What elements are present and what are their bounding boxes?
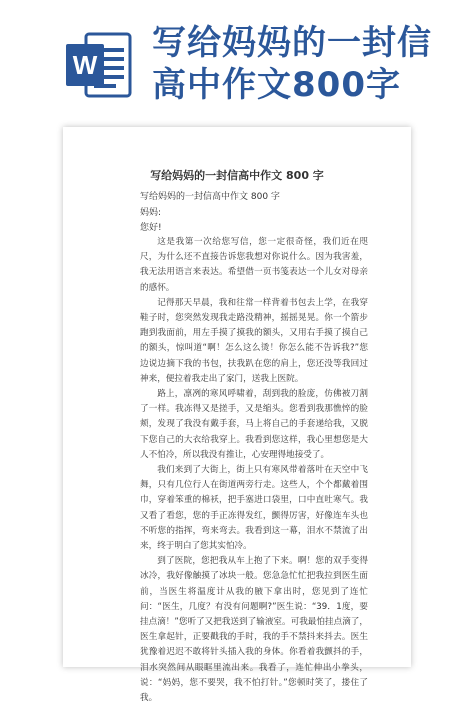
paragraph: 我们来到了大街上，街上只有寒风带着落叶在天空中飞舞，只有几位行人在街道两旁行走。这些人，个个都戴着围巾，穿着笨重的棉袄，把手塞进口袋里，口中直吐寒气。我又看了看您，您的手正冻得发红，颤得厉害，好像连车头也不听您的指挥，弯来弯去。我看到这一幕，泪水不禁流了出来，终于明白了您其实怕冷。 [140, 465, 368, 552]
document-page [63, 127, 411, 704]
word-document-icon [64, 30, 134, 100]
paragraph: 路上，凛冽的寒风呼啸着，刮到我的脸庞，仿佛被刀割了一样。我冻得又是搓手，又是缩头。您看到我那憔悴的脸颊，发现了我没有戴手套，马上将自己的手套递给我，又脱下您自己的大衣给我穿上。我看到您这样，我心里想您是大人不怕冷，所以我没有推让，心安理得地接受了。 [140, 389, 368, 460]
salutation-line: 妈妈: [140, 208, 162, 218]
word-logo-letter: W [72, 50, 98, 80]
document-title: 写给妈妈的一封信高中作文 800 字 [150, 169, 324, 182]
letter-body [140, 235, 368, 706]
banner-title-line-2: 高中作文800字 [152, 65, 401, 105]
paragraph: 记得那天早晨，我和往常一样背着书包去上学，在我穿鞋子时，您突然发现我走路没精神，摇摇晃晃。你一个箭步跑到我面前，用左手摸了摸我的额头，又用右手摸了摸自己的额头，惊叫道“啊！怎么这么烫！你怎么能不告诉我?”您边说边摘下我的书包，扶我趴在您的肩上，您还没等我回过神来，便拉着我走出了家门，送我上医院。 [140, 297, 368, 384]
greeting-line: 您好! [140, 223, 162, 233]
document-subtitle: 写给妈妈的一封信高中作文 800 字 [140, 192, 280, 202]
paragraph: 这是我第一次给您写信，您一定很奇怪，我们近在咫尺，为什么还不直接告诉您我想对你说什么。因为我害羞，我无法用语言来表达。希望借一页书笺表达一个儿女对母亲的感怀。 [140, 237, 368, 293]
header-banner [0, 0, 474, 130]
banner-title [152, 22, 452, 106]
banner-title-line-1: 写给妈妈的一封信 [152, 23, 432, 63]
paragraph: 到了医院，您把我从车上抱了下来。啊！您的双手变得冰冷，我好像触摸了冰块一般。您急急忙忙把我拉到医生面前，当医生将温度计从我的腋下拿出时，您见到了连忙问：“医生，几度？有没有问题啊?”医生说：“39．1度，要挂点滴！”您听了又把我送到了输液室。可我最怕挂点滴了，医生拿起针，正要戳我的手时，我的手不禁抖来抖去。医生犹豫着迟迟不敢将针头插入我的身体。你看着我颤抖的手，泪水突然间从眼眶里流出来。我看了，连忙伸出小拳头，说：“妈妈，您不要哭，我不怕打针。”您顿时笑了，搂住了我。 [140, 556, 368, 704]
